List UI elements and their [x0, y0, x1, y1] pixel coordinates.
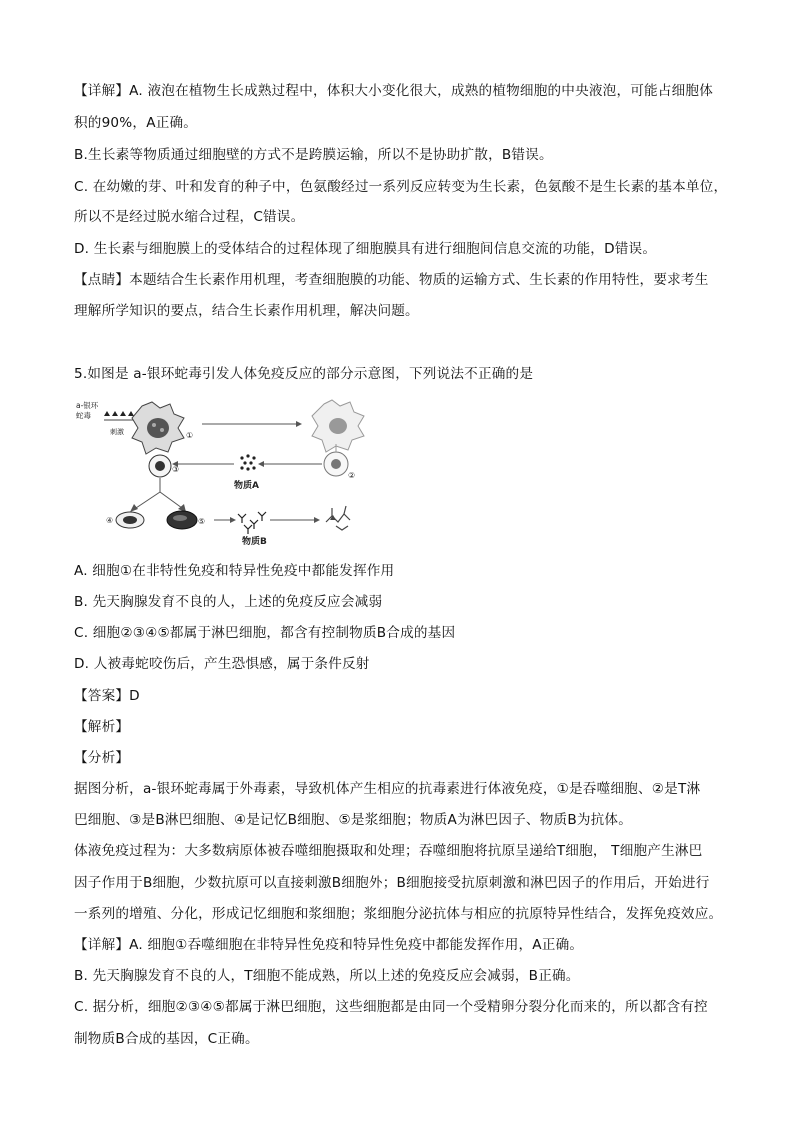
phagocyte-cell-right — [312, 400, 364, 452]
plasma-cell-5 — [167, 511, 197, 529]
t-lymphocyte-cell-2 — [324, 452, 348, 476]
text-line: B. 先天胸腺发育不良的人，T细胞不能成熟，所以上述的免疫反应会减弱，B正确。 — [74, 968, 580, 984]
text-line: 因子作用于B细胞，少数抗原可以直接刺激B细胞外；B细胞接受抗原刺激和淋巴因子的作用后，开始进行 — [74, 875, 710, 891]
stimulus-label: 刺激 — [110, 428, 124, 436]
cell-2-label: ② — [348, 471, 356, 480]
text-line: 据图分析，a-银环蛇毒属于外毒素，导致机体产生相应的抗毒素进行体液免疫，①是吞噬细胞、②是T淋 — [74, 781, 701, 797]
text-line: 制物质B合成的基因，C正确。 — [74, 1031, 259, 1047]
cell-4-label: ④ — [106, 516, 114, 525]
text-line: 积的90%，A正确。 — [74, 115, 198, 131]
cell-3-label: ③ — [172, 465, 180, 474]
cell-1-label: ① — [186, 431, 194, 440]
analysis-subheading: 【分析】 — [74, 750, 130, 766]
immune-response-diagram — [74, 396, 374, 546]
b-lymphocyte-cell-3 — [149, 455, 171, 477]
antigen-triangles — [104, 411, 134, 416]
memory-b-cell-4 — [116, 512, 144, 528]
text-line: 【详解】A. 液泡在植物生长成熟过程中，体积大小变化很大，成熟的植物细胞的中央液泡，可能占细胞体 — [74, 83, 714, 99]
text-line: C. 在幼嫩的芽、叶和发育的种子中，色氨酸经过一系列反应转变为生长素，色氨酸不是生长素的基本单位， — [74, 179, 728, 195]
antigen-antibody-complex — [326, 506, 350, 530]
text-line: 所以不是经过脱水缩合过程，C错误。 — [74, 209, 305, 225]
option-c: C. 细胞②③④⑤都属于淋巴细胞，都含有控制物质B合成的基因 — [74, 625, 456, 641]
text-line: C. 据分析，细胞②③④⑤都属于淋巴细胞，这些细胞都是由同一个受精卵分裂分化而来的，所以都含有控 — [74, 999, 708, 1015]
text-line: 一系列的增殖、分化，形成记忆细胞和浆细胞；浆细胞分泌抗体与相应的抗原特异性结合，发挥免疫效应。 — [74, 906, 723, 922]
text-line: 【详解】A. 细胞①吞噬细胞在非特异性免疫和特异性免疫中都能发挥作用，A正确。 — [74, 937, 584, 953]
text-line: 【点睛】本题结合生长素作用机理，考查细胞膜的功能、物质的运输方式、生长素的作用特性，要求考生 — [74, 272, 709, 288]
text-line: B.生长素等物质通过细胞壁的方式不是跨膜运输，所以不是协助扩散，B错误。 — [74, 147, 553, 163]
diagram-svg — [74, 396, 374, 546]
option-a: A. 细胞①在非特性免疫和特异性免疫中都能发挥作用 — [74, 563, 395, 579]
cell-5-label: ⑤ — [198, 517, 206, 526]
substance-a-dots — [240, 454, 255, 470]
snake-venom-label: 蛇毒 — [76, 411, 91, 420]
phagocyte-cell-1 — [132, 402, 184, 454]
substance-a-label: 物质A — [234, 481, 259, 491]
option-b: B. 先天胸腺发育不良的人，上述的免疫反应会减弱 — [74, 594, 383, 610]
snake-venom-label: a-银环 — [76, 401, 99, 410]
antibody-shapes — [238, 512, 266, 534]
answer-label: 【答案】D — [74, 688, 140, 704]
analysis-heading: 【解析】 — [74, 719, 130, 735]
question-stem: 5.如图是 a-银环蛇毒引发人体免疫反应的部分示意图，下列说法不正确的是 — [74, 366, 534, 382]
text-line: 体液免疫过程为：大多数病原体被吞噬细胞摄取和处理；吞噬细胞将抗原呈递给T细胞， T细胞产生淋巴 — [74, 843, 703, 859]
substance-b-label: 物质B — [242, 537, 267, 546]
option-d: D. 人被毒蛇咬伤后，产生恐惧感，属于条件反射 — [74, 656, 370, 672]
text-line: D. 生长素与细胞膜上的受体结合的过程体现了细胞膜具有进行细胞间信息交流的功能，D错误。 — [74, 241, 657, 257]
text-line: 巴细胞、③是B淋巴细胞、④是记忆B细胞、⑤是浆细胞；物质A为淋巴因子、物质B为抗体。 — [74, 812, 633, 828]
text-line: 理解所学知识的要点，结合生长素作用机理，解决问题。 — [74, 303, 419, 319]
